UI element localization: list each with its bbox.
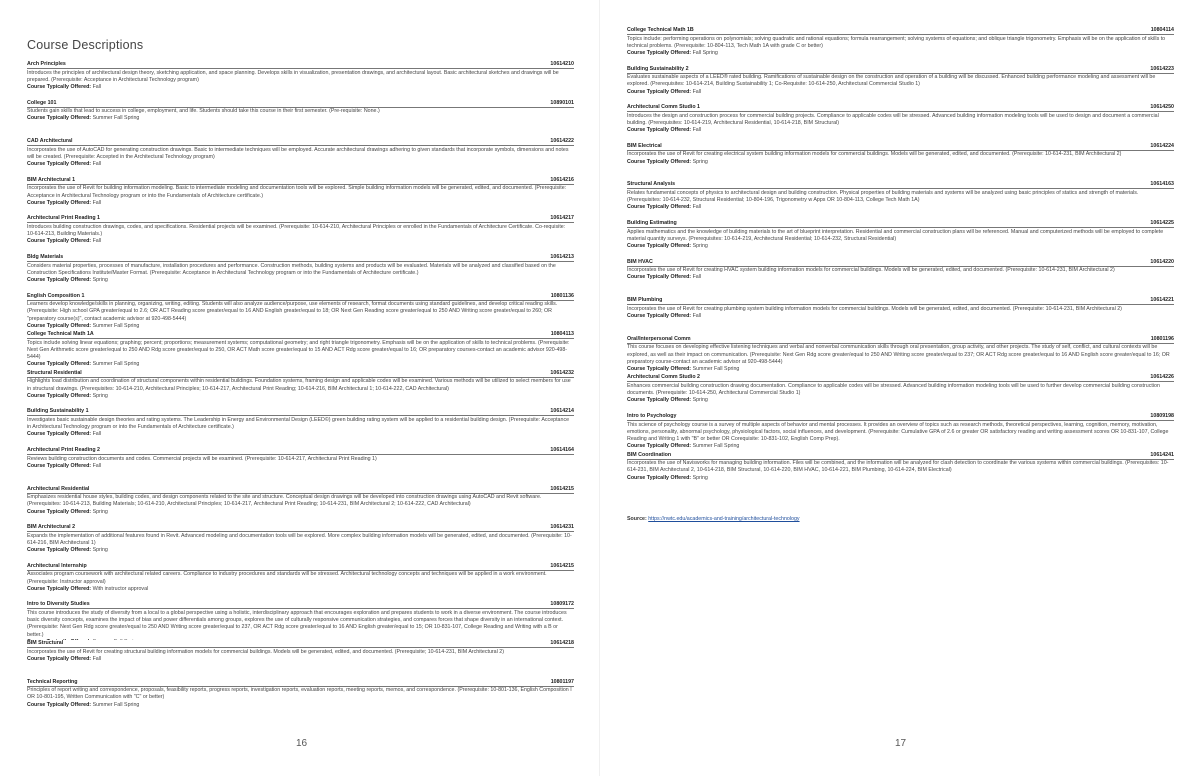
source-link[interactable]: https://nwtc.edu/academics-and-training/architectural-technology: [648, 516, 800, 522]
course-header: [627, 259, 1174, 267]
course-header: [627, 413, 1174, 421]
offered-terms: Summer Fall Spring: [92, 115, 140, 122]
course-name: Building Sustainability 1: [27, 408, 89, 415]
course-header: [27, 331, 574, 339]
offered-terms: Spring: [92, 547, 108, 554]
course-offered: [627, 443, 1174, 450]
course-header: [27, 293, 574, 301]
course-description: Enhances commercial building construction drawing documentation. Compliance to applicable codes will be stressed. Advanced building information modeling tools will be used to further develop commercial building construction documents. (Prerequisite: 10-614-250, Architectural Commercial Studio 1): [627, 382, 1160, 397]
course-offered: [627, 313, 1174, 320]
offered-terms: Fall: [692, 127, 702, 134]
course-name: BIM Structural: [27, 639, 64, 646]
course-name: Intro to Psychology: [627, 412, 677, 419]
course-header: [27, 100, 574, 108]
course-name: BIM Architectural 2: [27, 524, 76, 531]
offered-label: Course Typically Offered:: [627, 50, 692, 56]
course-description: Principles of report writing and correspondence, proposals, feasibility reports, progress reports, investigation reports, evaluation reports, meeting reports, memos, and correspondence. (Prerequisite: 10-801-136, English Composition I OR 10-801-195, Written Communication with "C" or better): [27, 687, 572, 701]
course-name: Bldg Materials: [27, 253, 64, 260]
course-name: Technical Reporting: [27, 678, 78, 685]
offered-label: Course Typically Offered:: [627, 242, 692, 249]
course-name: Architectural Comm Studio 1: [627, 104, 700, 111]
course-code: 10614223: [1150, 65, 1174, 72]
offered-label: Course Typically Offered:: [627, 127, 692, 134]
course-name: BIM Architectural 1: [27, 176, 76, 183]
course-code: 10614224: [1150, 142, 1174, 149]
course-code: 10614218: [550, 639, 574, 646]
course-header: [27, 61, 574, 69]
offered-terms: Fall: [692, 312, 702, 319]
offered-terms: Fall: [692, 88, 702, 95]
course-entry: [27, 61, 574, 100]
offered-terms: Summer Fall Spring: [92, 701, 140, 708]
course-description: Introduces the design and construction process for commercial building projects. Compliance to applicable codes will be stressed. Advanced building information modeling tools will be used to design and document a commercial building. (Prerequisites: 10-614-219, Architectural Residential, 10-614-218, BIM Structural): [627, 112, 1159, 126]
course-code: 10809198: [1150, 412, 1174, 419]
course-offered: [27, 586, 574, 593]
course-description: Expands the implementation of additional features found in Revit. Advanced modeling and documentation tools will be explored. More complex building information models will be generated, edited, and documented. (Prerequisite: 10-614-216, BIM Architectural 1): [27, 532, 572, 546]
course-entry: [27, 679, 574, 718]
course-description: Incorporates the use of Revit for creating electrical system building information models for commercial buildings. Models will be generated, edited, and documented. (Prerequisite: 10-614-231, BIM Architectural 2): [627, 151, 1122, 158]
course-offered: [627, 204, 1174, 211]
course-description: Associates program coursework with architectural related careers. Compliance to industry procedures and standards will be stressed. Architectural technology concepts and techniques will be applied in a work environment. (Prerequisite: Instructor approval): [27, 571, 547, 585]
offered-terms: Spring: [92, 276, 108, 283]
course-offered: [627, 397, 1174, 404]
course-entry: [627, 220, 1174, 259]
course-name: College Technical Math 1B: [627, 27, 694, 33]
course-entry: [27, 486, 574, 525]
offered-label: Course Typically Offered:: [27, 655, 92, 662]
offered-terms: Summer Fall Spring: [92, 361, 140, 368]
offered-terms: Fall: [92, 462, 102, 469]
offered-label: Course Typically Offered:: [27, 115, 92, 122]
offered-label: Course Typically Offered:: [27, 199, 92, 206]
course-description: Reviews building construction documents and codes. Commercial projects will be examined. (Prerequisite: 10-614-217, Architectural Print Reading 1): [27, 455, 377, 462]
course-name: Building Estimating: [627, 219, 677, 226]
course-entry: [27, 408, 574, 447]
offered-terms: Fall: [92, 199, 102, 206]
course-name: Structural Residential: [27, 369, 82, 376]
offered-terms: Spring: [692, 397, 708, 404]
offered-terms: Spring: [92, 508, 108, 515]
course-offered: [27, 361, 574, 368]
course-name: English Composition 1: [27, 292, 85, 299]
course-description: This science of psychology course is a survey of multiple aspects of behavior and mental processes. It provides an overview of topics such as research methods, theoretical perspectives, learning, cognition, memory, motivation, emotions, personality, abnormal psychology, physiological factors, social influences, and development. (Prerequisite: Cumulative GPA of 2.6 or greater OR satisfactory reading and writing assessment scores OR 10-831-107, College Reading and Writing 1 with "B" or better OR Corequisite: 10-831-102, English Comp Prep).: [627, 421, 1169, 442]
course-description: Incorporates the use of Navisworks for managing building information. Files will be combined, and the information will be analyzed for clash detection to coordinate the various systems within commercial buildings. (Prerequisites: 10-614-231, BIM Architectural 2, 10-614-218, BIM Structural, 10-614-220, BIM HVAC, 10-614-221, BIM Plumbing, 10-614-224, BIM Electrical): [627, 460, 1169, 474]
course-offered: [627, 89, 1174, 96]
course-entry: [627, 66, 1174, 105]
course-name: CAD Architectural: [27, 138, 73, 145]
course-offered: [627, 475, 1174, 482]
course-offered: [27, 200, 574, 207]
offered-label: Course Typically Offered:: [627, 204, 692, 211]
course-offered: [27, 509, 574, 516]
course-description: Emphasizes residential house styles, building codes, and design components related to the site and structure. Conceptual design drawings will be developed into construction drawings using AutoCAD and Revit software. (Prerequisites: 10-614-213, Building Materials; 10-614-210, Architectural Principles; 10-614-217, Architectural Print Reading; 10-614-231, BIM Architectural 2; 10-614-222, CAD Architectural): [27, 494, 542, 508]
course-description: Incorporates the use of AutoCAD for generating construction drawings. Basic to intermediate techniques will be employed. Accurate architectural drawings adhering to given standards that incorporate symbols, dimensions and notes will be created. (Prerequisite: Accepted in the Architectural Technology program): [27, 146, 569, 160]
offered-label: Course Typically Offered:: [627, 274, 692, 281]
course-code: 10804113: [550, 331, 574, 338]
course-entry: [27, 293, 574, 332]
offered-label: Course Typically Offered:: [27, 431, 92, 438]
offered-label: Course Typically Offered:: [627, 397, 692, 404]
offered-label: Course Typically Offered:: [627, 365, 692, 372]
course-entry: [27, 524, 574, 563]
course-header: [27, 138, 574, 146]
course-offered: [627, 159, 1174, 166]
course-offered: [627, 366, 1174, 373]
course-offered: [27, 277, 574, 284]
course-header: [27, 486, 574, 494]
course-header: [627, 220, 1174, 228]
course-offered: [27, 431, 574, 438]
course-description: Incorporates the use of Revit for creating structural building information models for commercial buildings. Models will be generated, edited, and documented. (Prerequisite; 10-614-231, BIM Architectural 2): [27, 648, 504, 655]
offered-terms: Spring: [92, 392, 108, 399]
course-entry: [627, 336, 1174, 375]
course-header: [627, 181, 1174, 189]
course-entry: [627, 259, 1174, 298]
course-name: Architectural Internship: [27, 562, 87, 569]
course-header: [27, 563, 574, 571]
course-description: This course focuses on developing effective listening techniques and verbal and nonverbal communication skills through oral presentation, group activity, and other projects. The study of self, conflict, and cultural contexts will be explored, as well as their impact on communication. (Prerequisite: Next Gen Rdg score greater/equal to 250 AND Writing score greater/equal to 237; OR ACT Rdg score greater/equal to 16 AND English score greater/equal to 16; OR preparatory course-contact an academic advisor at 920-498-5444): [627, 344, 1170, 365]
offered-terms: Summer Fall Spring: [92, 322, 140, 329]
course-entry: [627, 297, 1174, 336]
course-description: Evaluates sustainable aspects of a LEED® rated building. Ramifications of sustainable design on the construction and operation of a building will be discussed. Enhanced building performance modeling and assessment will be explored. (Prerequisites: 10-614-214, Building Sustainability 1; Co-Requisite: 10-614-250, Architectural Commercial Studio 1): [627, 74, 1156, 88]
offered-label: Course Typically Offered:: [27, 161, 92, 168]
offered-label: Course Typically Offered:: [627, 443, 692, 450]
course-entry: [27, 138, 574, 177]
offered-terms: Fall: [92, 238, 102, 245]
right-page: [600, 0, 1200, 776]
course-description: Incorporates the use of Revit for creating HVAC system building information models for commercial buildings. Models will be generated, edited, and documented. (Prerequisite: 10-614-231, BIM Architectural 2): [627, 267, 1115, 274]
course-header: [27, 177, 574, 185]
course-entry: [27, 370, 574, 409]
course-entry: [27, 447, 574, 486]
course-code: 10614217: [550, 215, 574, 222]
course-header: [627, 297, 1174, 305]
course-header: [27, 254, 574, 262]
course-name: BIM HVAC: [627, 258, 653, 265]
page-title: Course Descriptions: [27, 38, 144, 52]
course-header: [27, 640, 574, 648]
course-name: Structural Analysis: [627, 181, 676, 188]
page-number-right: 17: [895, 738, 907, 749]
course-code: 10614241: [1150, 451, 1174, 458]
course-entry: [627, 143, 1174, 182]
course-description: Introduces building construction drawings, codes, and specifications. Residential projects will be examined. (Prerequisite: 10-614-210, Architectural Principles or enrolled in the Fundamentals of Architecture Certificate. Co-requisite: 10-614-213, Building Materials.): [27, 223, 566, 238]
course-description: Topics include: performing operations on polynomials; solving quadratic and rational equations; formula rearrangement; solving systems of equations; and oblique triangle trigonometry. Emphasis will be on the application of skills to technical problems. (Prerequisite: 10-804-113, Tech Math 1A with grade C or better): [627, 35, 1166, 49]
course-header: [27, 679, 574, 687]
course-header: [627, 452, 1174, 460]
left-course-list: [27, 61, 574, 717]
course-offered: [27, 161, 574, 168]
course-name: Intro to Diversity Studies: [27, 601, 90, 608]
course-description: Learners develop knowledge/skills in planning, organizing, writing, editing. Students will also analyze audience/purpose, use elements of research, format documents using standard guidelines, and develop critical reading skills. (Prerequisite: High school GPA greater/equal to 2.6; OR ACT Reading score greater/equal to 16 AND English greater/equal to 18; OR Next Gen Reading score greater/equal to 250 AND Writing score greater/equal to 260; OR "preparatory course(s)", contact academic advisor at 920-498-5444): [27, 301, 558, 322]
course-code: 10614164: [550, 446, 574, 453]
course-code: 10614226: [1150, 374, 1174, 381]
course-name: College 101: [27, 99, 57, 106]
course-header: [627, 104, 1174, 112]
course-code: 10809172: [550, 601, 574, 608]
offered-terms: Fall Spring: [692, 50, 718, 56]
course-entry: [627, 104, 1174, 143]
course-description: Incorporates the use of Revit for creating plumbing system building information models for commercial buildings. Models will be generated, edited, and documented. (Prerequisite: 10-614-231, BIM Architectural 2): [627, 305, 1122, 312]
course-name: College Technical Math 1A: [27, 331, 94, 338]
course-offered: [627, 50, 1174, 57]
offered-terms: Spring: [692, 242, 708, 249]
source-label: Source:: [627, 516, 647, 522]
offered-terms: Spring: [692, 474, 708, 481]
course-name: Architectural Print Reading 2: [27, 446, 100, 453]
course-header: [27, 447, 574, 455]
offered-label: Course Typically Offered:: [27, 585, 92, 592]
offered-label: Course Typically Offered:: [27, 361, 92, 368]
course-entry: [27, 177, 574, 216]
offered-label: Course Typically Offered:: [627, 158, 692, 165]
offered-terms: Fall: [692, 204, 702, 211]
course-code: 10614216: [550, 176, 574, 183]
course-name: Oral/Interpersonal Comm: [627, 335, 691, 342]
course-code: 10614231: [550, 524, 574, 531]
course-description: Introduces the principles of architectural design theory, sketching application, and space planning. Develops skills in visualization, presentation drawings, and architectural layout. Basic architectural sketches and drawings will be prepared. (Prerequisite: Acceptance in Architectural Technology program): [27, 69, 559, 83]
page-number-left: 16: [296, 738, 308, 749]
course-description: Students gain skills that lead to success in college, employment, and life. Students should take this course in their first semester. (Pre-requisite: None.): [27, 108, 380, 115]
course-code: 10614250: [1150, 104, 1174, 111]
course-header: [627, 336, 1174, 344]
course-entry: [627, 452, 1174, 491]
offered-terms: [93, 639, 140, 640]
course-code: 10801197: [550, 678, 574, 685]
source-line: [627, 516, 800, 523]
offered-terms: Summer Fall Spring: [692, 365, 740, 372]
course-offered: [627, 274, 1174, 281]
course-entry: [627, 27, 1174, 66]
course-offered: [27, 238, 574, 245]
course-description: Investigates basic sustainable design theories and rating systems. The Leadership in Energy and Environmental Design (LEED©) green building rating system will be applied to a residential building design. (Prerequisite: Acceptance in Architectural Technology program or into the Fundamentals of Architecture certificate.): [27, 416, 570, 431]
offered-label: Course Typically Offered:: [27, 276, 92, 283]
course-offered: [627, 127, 1174, 134]
course-header: [627, 374, 1174, 382]
offered-label: Course Typically Offered:: [27, 547, 92, 554]
course-name: Architectural Residential: [27, 485, 90, 492]
course-description: Applies mathematics and the knowledge of building materials to the art of blueprint interpretation. Residential and commercial construction plans will be referenced. Manual and computerized methods will be employed to complete material quantity surveys. (Prerequisites: 10-614-219, Architectural Residential; 10-614-232, Structural Residential): [627, 228, 1164, 242]
course-name: BIM Electrical: [627, 142, 662, 149]
course-code: 10614210: [550, 61, 574, 67]
course-description: Highlights load distribution and coordination of structural components within residential buildings. Foundation systems, framing design and applicable codes will be examined. Various methods will be utilized to select members for use in structural drawings. (Prerequisites: 10-614-210, Architectural Principles; 10-614-217, Architectural Print Reading; 10-614-216, BIM Architectural 1; 10-614-222, CAD Architectural): [27, 378, 571, 392]
course-entry: [27, 254, 574, 293]
course-entry: [27, 100, 574, 139]
course-code: 10890101: [550, 99, 574, 106]
course-name: BIM Plumbing: [627, 297, 663, 304]
offered-label: Course Typically Offered:: [27, 462, 92, 469]
course-header: [27, 408, 574, 416]
offered-label: Course Typically Offered:: [27, 701, 92, 708]
offered-label: Course Typically Offered:: [27, 84, 92, 90]
course-code: 10614213: [550, 253, 574, 260]
course-code: 10614225: [1150, 219, 1174, 226]
course-header: [27, 601, 574, 609]
course-code: 10801136: [550, 292, 574, 299]
course-offered: [627, 243, 1174, 250]
course-header: [627, 143, 1174, 151]
offered-terms: Fall: [92, 161, 102, 168]
course-name: BIM Coordination: [627, 451, 672, 458]
course-entry: [27, 331, 574, 370]
course-entry: [627, 181, 1174, 220]
course-entry: [27, 563, 574, 602]
course-offered: [27, 323, 574, 330]
course-description: Topics include solving linear equations; graphing; percent; proportions; measurement systems; computational geometry; and right triangle trigonometry. Emphasis will be on the application of skills to technical problems. (Prerequisite: Next Gen Arithmetic score greater/equal to 250 AND Rdg score greater/equal to 250, OR ACT Math score greater/equal to 15 AND ACT Rdg score greater/equal to 16; OR preparatory courses-contact an academic advisor 920-498-5444): [27, 339, 570, 361]
course-description: Relates fundamental concepts of physics to architectural design and building construction. Physical properties of building materials and systems will be analyzed using basic principles of statics and strength of materials. (Prerequisites: 10-614-232, Structural Residential; 10-804-196, Trigonometry w Apps OR 10-804-113, College Tech Math 1A): [627, 189, 1139, 204]
course-header: [27, 370, 574, 378]
course-code: 10614222: [550, 138, 574, 145]
course-description: Incorporates the use of Revit for building information modeling. Basic to intermediate modeling and documentation tools will be explored. Simple building information models will be generated, edited, and documented. (Prerequisite: Acceptance in Architectural Technology program or into the Fundamentals of Architecture certificate.): [27, 185, 567, 199]
course-offered: [27, 393, 574, 400]
course-code: 10614220: [1150, 258, 1174, 265]
course-code: 10614232: [550, 369, 574, 376]
offered-label: Course Typically Offered:: [627, 88, 692, 95]
course-code: 10614214: [550, 408, 574, 415]
course-offered: [27, 463, 574, 470]
course-code: 10614163: [1150, 181, 1174, 188]
course-offered: [27, 702, 574, 709]
course-name: Architectural Print Reading 1: [27, 215, 100, 222]
course-entry: [27, 640, 574, 679]
offered-terms: Fall: [92, 431, 102, 438]
offered-terms: Summer Fall Spring: [692, 443, 740, 450]
offered-label: Course Typically Offered:: [27, 392, 92, 399]
offered-label: Course Typically Offered:: [627, 312, 692, 319]
course-header: [627, 27, 1174, 35]
course-name: Arch Principles: [27, 61, 66, 67]
course-offered: [27, 656, 574, 663]
offered-label: Course Typically Offered:: [627, 474, 692, 481]
offered-label: Course Typically Offered:: [27, 322, 92, 329]
course-code: 10614215: [550, 485, 574, 492]
right-course-list: [627, 27, 1174, 490]
course-name: Building Sustainability 2: [627, 65, 689, 72]
offered-terms: Fall: [92, 655, 102, 662]
offered-label: Course Typically Offered:: [27, 238, 92, 245]
course-offered: [27, 115, 574, 122]
course-code: 10801196: [1150, 335, 1174, 342]
course-code: 10804114: [1150, 27, 1174, 33]
offered-terms: With instructor approval: [92, 585, 149, 592]
offered-terms: Spring: [692, 158, 708, 165]
offered-terms: Fall: [692, 274, 702, 281]
course-code: 10614221: [1150, 297, 1174, 304]
offered-terms: Fall: [92, 84, 102, 90]
course-code: 10614215: [550, 562, 574, 569]
course-description: Considers material properties, processes of manufacture, installation procedures and performance. Construction methods, building systems and products will be evaluated. Materials will be analyzed and classified based on the Construction Specifications Institute/Master Format. (Prerequisite: Acceptance in Architectural Technology program or into the Fundamentals of Architecture certificate.): [27, 262, 556, 276]
course-header: [627, 66, 1174, 74]
offered-label: Course Typically Offered:: [27, 508, 92, 515]
course-entry: [627, 374, 1174, 413]
course-entry: [27, 601, 574, 640]
course-name: Architectural Comm Studio 2: [627, 374, 700, 381]
course-entry: [627, 413, 1174, 452]
course-offered: [27, 84, 574, 91]
course-offered: [27, 547, 574, 554]
course-entry: [27, 215, 574, 254]
course-description: This course introduces the study of diversity from a local to a global perspective using a holistic, interdisciplinary approach that encourages exploration and prepares students to work in a diverse environment. The course introduces basic diversity concepts, examines the impact of bias and power differentials among groups, explores the use of culturally responsive communication strategies, and compares forces that shape diversity in an international context. (Prerequisite: Next Gen Rdg score greater/equal to 250 AND Writing score greater/equal to 237, OR ACT Rdg score greater/equal to 16 AND English greater/equal to 15; OR 10-831-107, College Reading and Writing with a B or better.): [27, 609, 567, 638]
course-header: [27, 215, 574, 223]
course-header: [27, 524, 574, 532]
